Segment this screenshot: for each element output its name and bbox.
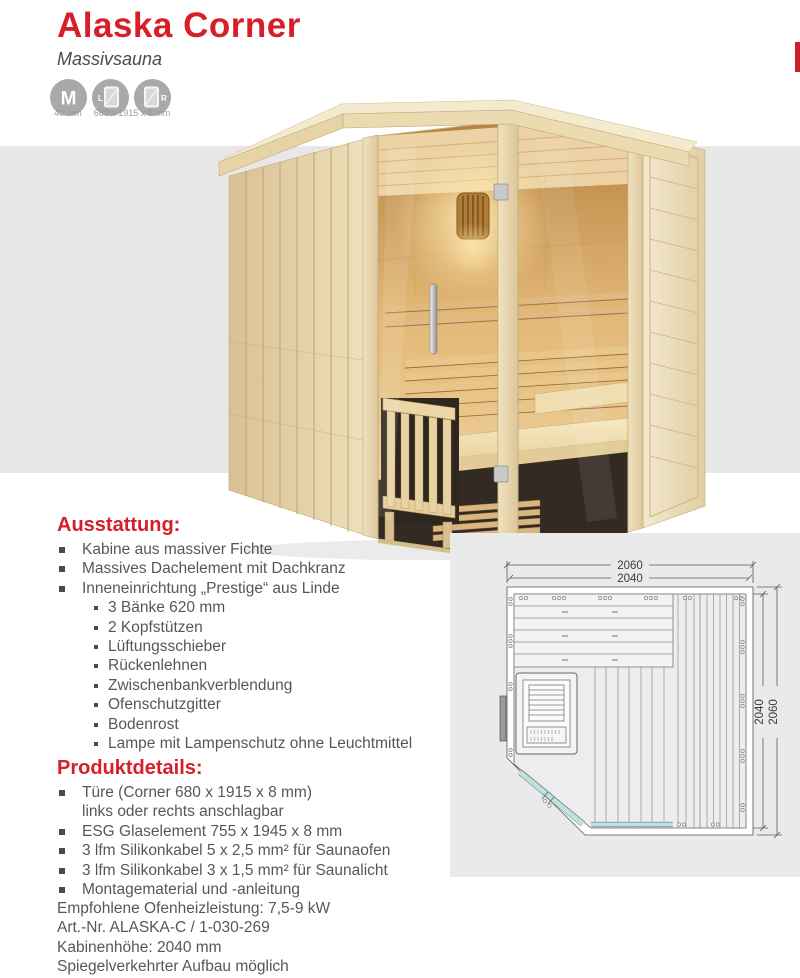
left-wall (229, 139, 365, 535)
product-detail-continuation: links oder rechts anschlagbar (82, 803, 284, 821)
dim-top (504, 560, 756, 585)
feature-item: Kabine aus massiver Fichte (57, 540, 457, 559)
spec-line: Kabinenhöhe: 2040 mm (57, 938, 222, 956)
dim-right-outer-label: 2060 (768, 699, 780, 725)
dim-right-inner-label: 2040 (754, 699, 766, 725)
product-detail-item: Türe (Corner 680 x 1915 x 8 mm) (57, 783, 457, 802)
material-thickness-caption: 40 mm (54, 108, 82, 118)
right-wall (643, 135, 705, 528)
spec-line: Spiegelverkehrter Aufbau möglich (57, 958, 289, 976)
spec-line: Art.-Nr. ALASKA-C / 1-030-269 (57, 919, 270, 937)
svg-text:R: R (161, 94, 167, 103)
page-header (57, 6, 301, 70)
ausstattung-heading: Ausstattung: (57, 514, 181, 536)
dim-top-outer-label: 2060 (617, 560, 643, 572)
product-detail-item: 3 lfm Silikonkabel 3 x 1,5 mm² für Saunalicht (57, 861, 457, 880)
sauna-heater (516, 673, 577, 754)
sub-feature-item: 3 Bänke 620 mm (94, 598, 457, 617)
floorplan-panel (450, 533, 800, 877)
sub-feature-item: Lüftungsschieber (94, 637, 457, 656)
product-detail-item: 3 lfm Silikonkabel 5 x 2,5 mm² für Saunaofen (57, 841, 457, 860)
page-index-tab (795, 42, 800, 72)
svg-text:L: L (98, 94, 103, 103)
section-produktdetails (57, 757, 457, 899)
product-detail-list (57, 783, 457, 802)
heater-control (527, 727, 566, 743)
section-ausstattung (57, 514, 457, 753)
door-hinge-top (494, 184, 508, 200)
door-handle (430, 284, 437, 354)
bench-slats (514, 594, 673, 667)
sub-feature-item: Ofenschutzgitter (94, 695, 457, 714)
product-detail-item: Montagematerial und -anleitung (57, 880, 457, 899)
product-detail-item: ESG Glaselement 755 x 1945 x 8 mm (57, 822, 457, 841)
sauna-product-photo (215, 98, 745, 560)
door-frame-left (363, 135, 378, 539)
sub-feature-item: 2 Kopfstützen (94, 618, 457, 637)
floorplan-drawing (450, 533, 800, 877)
sub-feature-item: Rückenlehnen (94, 656, 457, 675)
page-title: Alaska Corner (57, 6, 301, 45)
spec-summary (57, 899, 457, 977)
feature-item: Inneneinrichtung „Prestige“ aus Linde (57, 579, 457, 598)
sub-feature-list (94, 598, 457, 753)
spec-line: Empfohlene Ofenheizleistung: 7,5-9 kW (57, 900, 331, 917)
feature-item: Massives Dachelement mit Dachkranz (57, 559, 457, 578)
sub-feature-item: Zwischenbankverblendung (94, 676, 457, 695)
door-profile (500, 696, 506, 741)
plan-door-handle (543, 799, 547, 803)
sub-feature-item: Bodenrost (94, 715, 457, 734)
feature-list (57, 540, 457, 598)
plan-glass-element (591, 822, 673, 827)
door-hinge-bottom (494, 466, 508, 482)
produktdetails-heading: Produktdetails: (57, 757, 203, 779)
door-size-caption: 680 x 1915 x 8 mm (93, 108, 171, 118)
dim-top-inner-label: 2040 (617, 573, 643, 585)
svg-text:M: M (60, 88, 77, 110)
sub-feature-item: Lampe mit Lampenschutz ohne Leuchtmittel (94, 734, 457, 753)
door-frame-right (628, 131, 643, 532)
page-subtitle: Massivsauna (57, 49, 163, 69)
